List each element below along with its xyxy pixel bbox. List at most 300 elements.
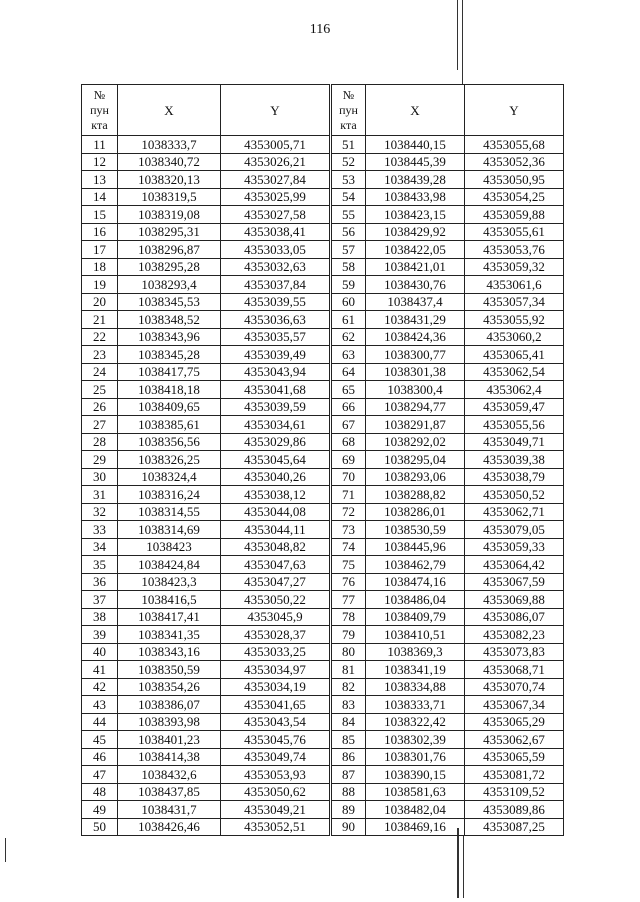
point-number-cell: 37: [82, 591, 118, 609]
y-coordinate-cell: 4353065,29: [465, 713, 564, 731]
table-row: [332, 188, 564, 206]
point-number-cell: 46: [82, 748, 118, 766]
table-row: [332, 398, 564, 416]
point-number-cell: 33: [82, 521, 118, 539]
point-number-cell: 21: [82, 311, 118, 329]
x-coordinate-cell: 1038386,07: [118, 696, 221, 714]
point-number-cell: 84: [332, 713, 366, 731]
header-number-text-2: кта: [91, 117, 108, 132]
table-row: [332, 136, 564, 154]
point-number-cell: 20: [82, 293, 118, 311]
point-number-cell: 63: [332, 346, 366, 364]
y-coordinate-cell: 4353059,88: [465, 206, 564, 224]
x-coordinate-cell: 1038409,79: [366, 608, 465, 626]
x-coordinate-cell: 1038341,19: [366, 661, 465, 679]
table-row: [82, 556, 330, 574]
y-coordinate-cell: 4353039,59: [221, 398, 330, 416]
point-number-cell: 90: [332, 818, 366, 836]
table-row: [82, 346, 330, 364]
point-number-header: [82, 85, 118, 136]
point-number-cell: 23: [82, 346, 118, 364]
table-row: [332, 416, 564, 434]
table-row: [332, 696, 564, 714]
table-header-row: [82, 85, 330, 136]
y-coordinate-cell: 4353050,62: [221, 783, 330, 801]
point-number-cell: 17: [82, 241, 118, 259]
x-coordinate-cell: 1038401,23: [118, 731, 221, 749]
y-coordinate-cell: 4353047,63: [221, 556, 330, 574]
y-coordinate-cell: 4353025,99: [221, 188, 330, 206]
point-number-cell: 70: [332, 468, 366, 486]
y-coordinate-cell: 4353041,68: [221, 381, 330, 399]
y-coordinate-cell: 4353039,55: [221, 293, 330, 311]
y-coordinate-cell: 4353034,61: [221, 416, 330, 434]
y-coordinate-cell: 4353037,84: [221, 276, 330, 294]
point-number-header: [332, 85, 366, 136]
point-number-cell: 87: [332, 766, 366, 784]
x-coordinate-cell: 1038300,77: [366, 346, 465, 364]
y-coordinate-cell: 4353028,37: [221, 626, 330, 644]
point-number-cell: 57: [332, 241, 366, 259]
point-number-cell: 85: [332, 731, 366, 749]
table-row: [332, 206, 564, 224]
x-coordinate-cell: 1038286,01: [366, 503, 465, 521]
x-coordinate-cell: 1038423: [118, 538, 221, 556]
point-number-cell: 80: [332, 643, 366, 661]
table-row: [332, 713, 564, 731]
point-number-cell: 82: [332, 678, 366, 696]
x-coordinate-cell: 1038348,52: [118, 311, 221, 329]
y-coordinate-cell: 4353052,51: [221, 818, 330, 836]
table-row: [332, 223, 564, 241]
point-number-cell: 12: [82, 153, 118, 171]
y-coordinate-cell: 4353053,93: [221, 766, 330, 784]
y-coordinate-cell: 4353026,21: [221, 153, 330, 171]
point-number-cell: 60: [332, 293, 366, 311]
x-coordinate-cell: 1038302,39: [366, 731, 465, 749]
table-row: [332, 783, 564, 801]
table-row: [82, 661, 330, 679]
table-row: [82, 503, 330, 521]
x-coordinate-cell: 1038433,98: [366, 188, 465, 206]
y-coordinate-cell: 4353053,76: [465, 241, 564, 259]
point-number-cell: 54: [332, 188, 366, 206]
x-coordinate-cell: 1038393,98: [118, 713, 221, 731]
table-row: [332, 328, 564, 346]
point-number-cell: 44: [82, 713, 118, 731]
table-row: [82, 608, 330, 626]
table-row: [82, 153, 330, 171]
y-coordinate-cell: 4353034,97: [221, 661, 330, 679]
x-coordinate-cell: 1038291,87: [366, 416, 465, 434]
y-coordinate-cell: 4353065,59: [465, 748, 564, 766]
x-coordinate-cell: 1038333,7: [118, 136, 221, 154]
y-coordinate-cell: 4353033,05: [221, 241, 330, 259]
y-coordinate-cell: 4353039,38: [465, 451, 564, 469]
point-number-cell: 40: [82, 643, 118, 661]
table-row: [82, 451, 330, 469]
y-coordinate-cell: 4353057,34: [465, 293, 564, 311]
point-number-cell: 32: [82, 503, 118, 521]
point-number-cell: 15: [82, 206, 118, 224]
table-row: [82, 398, 330, 416]
point-number-cell: 81: [332, 661, 366, 679]
table-row: [332, 626, 564, 644]
y-coordinate-cell: 4353070,74: [465, 678, 564, 696]
x-coordinate-cell: 1038314,55: [118, 503, 221, 521]
y-coordinate-cell: 4353062,67: [465, 731, 564, 749]
x-coordinate-cell: 1038423,3: [118, 573, 221, 591]
x-coordinate-cell: 1038390,15: [366, 766, 465, 784]
x-coordinate-cell: 1038319,08: [118, 206, 221, 224]
x-coordinate-cell: 1038429,92: [366, 223, 465, 241]
x-coordinate-cell: 1038343,16: [118, 643, 221, 661]
point-number-cell: 47: [82, 766, 118, 784]
table-row: [332, 363, 564, 381]
y-coordinate-cell: 4353049,74: [221, 748, 330, 766]
table-row: [332, 748, 564, 766]
x-coordinate-cell: 1038350,59: [118, 661, 221, 679]
x-coordinate-cell: 1038581,63: [366, 783, 465, 801]
point-number-cell: 55: [332, 206, 366, 224]
point-number-cell: 74: [332, 538, 366, 556]
y-coordinate-cell: 4353059,47: [465, 398, 564, 416]
y-coordinate-cell: 4353044,08: [221, 503, 330, 521]
point-number-cell: 58: [332, 258, 366, 276]
table-row: [332, 276, 564, 294]
y-coordinate-cell: 4353029,86: [221, 433, 330, 451]
table-row: [82, 258, 330, 276]
point-number-cell: 34: [82, 538, 118, 556]
y-coordinate-cell: 4353059,33: [465, 538, 564, 556]
table-row: [332, 486, 564, 504]
x-coordinate-cell: 1038301,38: [366, 363, 465, 381]
y-coordinate-cell: 4353005,71: [221, 136, 330, 154]
y-coordinate-cell: 4353041,65: [221, 696, 330, 714]
y-coordinate-cell: 4353049,21: [221, 801, 330, 819]
point-number-cell: 50: [82, 818, 118, 836]
x-coordinate-cell: 1038422,05: [366, 241, 465, 259]
x-coordinate-cell: 1038462,79: [366, 556, 465, 574]
x-coordinate-cell: 1038334,88: [366, 678, 465, 696]
y-coordinate-cell: 4353045,9: [221, 608, 330, 626]
table-row: [332, 468, 564, 486]
point-number-cell: 59: [332, 276, 366, 294]
header-number-text-1: пун: [90, 102, 109, 117]
x-coordinate-cell: 1038409,65: [118, 398, 221, 416]
y-coordinate-cell: 4353033,25: [221, 643, 330, 661]
x-coordinate-cell: 1038345,28: [118, 346, 221, 364]
point-number-cell: 53: [332, 171, 366, 189]
point-number-cell: 52: [332, 153, 366, 171]
y-coordinate-cell: 4353045,76: [221, 731, 330, 749]
x-coordinate-cell: 1038295,04: [366, 451, 465, 469]
scan-artifact-line: [462, 0, 463, 84]
point-number-cell: 79: [332, 626, 366, 644]
scan-artifact-line: [463, 836, 464, 898]
table-row: [82, 311, 330, 329]
table-row: [82, 416, 330, 434]
point-number-cell: 69: [332, 451, 366, 469]
x-coordinate-cell: 1038301,76: [366, 748, 465, 766]
table-row: [82, 783, 330, 801]
table-row: [82, 293, 330, 311]
y-coordinate-cell: 4353059,32: [465, 258, 564, 276]
point-number-cell: 27: [82, 416, 118, 434]
table-row: [82, 171, 330, 189]
table-row: [82, 643, 330, 661]
table-row: [82, 678, 330, 696]
table-row: [82, 521, 330, 539]
x-coordinate-cell: 1038424,84: [118, 556, 221, 574]
y-coordinate-cell: 4353067,34: [465, 696, 564, 714]
table-row: [82, 766, 330, 784]
x-coordinate-cell: 1038345,53: [118, 293, 221, 311]
table-row: [82, 818, 330, 836]
table-row: [82, 713, 330, 731]
x-coordinate-cell: 1038316,24: [118, 486, 221, 504]
y-coordinate-cell: 4353045,64: [221, 451, 330, 469]
x-coordinate-cell: 1038439,28: [366, 171, 465, 189]
table-row: [332, 801, 564, 819]
table-row: [332, 538, 564, 556]
y-coordinate-cell: 4353043,94: [221, 363, 330, 381]
x-coordinate-cell: 1038426,46: [118, 818, 221, 836]
point-number-cell: 38: [82, 608, 118, 626]
point-number-cell: 41: [82, 661, 118, 679]
x-coordinate-cell: 1038417,41: [118, 608, 221, 626]
point-number-cell: 16: [82, 223, 118, 241]
table-row: [82, 591, 330, 609]
point-number-cell: 45: [82, 731, 118, 749]
header-number-text-1: пун: [339, 102, 358, 117]
table-row: [82, 241, 330, 259]
y-coordinate-cell: 4353067,59: [465, 573, 564, 591]
x-coordinate-cell: 1038343,96: [118, 328, 221, 346]
y-coordinate-cell: 4353073,83: [465, 643, 564, 661]
y-coordinate-cell: 4353064,42: [465, 556, 564, 574]
y-coordinate-cell: 4353065,41: [465, 346, 564, 364]
header-number-sign: №: [93, 87, 106, 102]
header-number-sign: №: [342, 87, 355, 102]
x-coordinate-cell: 1038437,4: [366, 293, 465, 311]
point-number-cell: 11: [82, 136, 118, 154]
point-number-cell: 56: [332, 223, 366, 241]
x-coordinate-cell: 1038319,5: [118, 188, 221, 206]
point-number-cell: 19: [82, 276, 118, 294]
x-coordinate-cell: 1038293,4: [118, 276, 221, 294]
x-coordinate-cell: 1038482,04: [366, 801, 465, 819]
y-coordinate-cell: 4353034,19: [221, 678, 330, 696]
y-coordinate-cell: 4353039,49: [221, 346, 330, 364]
x-coordinate-cell: 1038295,28: [118, 258, 221, 276]
y-header: Y: [465, 85, 564, 136]
x-header: X: [366, 85, 465, 136]
y-coordinate-cell: 4353086,07: [465, 608, 564, 626]
point-number-cell: 30: [82, 468, 118, 486]
x-coordinate-cell: 1038385,61: [118, 416, 221, 434]
point-number-cell: 65: [332, 381, 366, 399]
y-coordinate-cell: 4353055,61: [465, 223, 564, 241]
x-coordinate-cell: 1038324,4: [118, 468, 221, 486]
point-number-cell: 89: [332, 801, 366, 819]
table-row: [82, 731, 330, 749]
table-row: [332, 433, 564, 451]
table-row: [332, 573, 564, 591]
header-number-text-2: кта: [340, 117, 357, 132]
table-row: [82, 136, 330, 154]
table-row: [332, 171, 564, 189]
table-row: [82, 276, 330, 294]
y-coordinate-cell: 4353062,4: [465, 381, 564, 399]
table-row: [82, 381, 330, 399]
table-row: [82, 538, 330, 556]
table-row: [82, 223, 330, 241]
point-number-cell: 77: [332, 591, 366, 609]
point-number-cell: 36: [82, 573, 118, 591]
y-coordinate-cell: 4353055,68: [465, 136, 564, 154]
x-coordinate-cell: 1038445,39: [366, 153, 465, 171]
point-number-cell: 61: [332, 311, 366, 329]
table-row: [332, 451, 564, 469]
y-coordinate-cell: 4353081,72: [465, 766, 564, 784]
point-number-cell: 24: [82, 363, 118, 381]
y-coordinate-cell: 4353060,2: [465, 328, 564, 346]
point-number-cell: 22: [82, 328, 118, 346]
x-coordinate-cell: 1038322,42: [366, 713, 465, 731]
y-header: Y: [221, 85, 330, 136]
table-row: [332, 346, 564, 364]
x-coordinate-cell: 1038421,01: [366, 258, 465, 276]
table-row: [82, 801, 330, 819]
table-row: [332, 556, 564, 574]
table-row: [82, 748, 330, 766]
y-coordinate-cell: 4353050,22: [221, 591, 330, 609]
point-number-cell: 49: [82, 801, 118, 819]
point-number-cell: 25: [82, 381, 118, 399]
x-coordinate-cell: 1038288,82: [366, 486, 465, 504]
table-row: [332, 818, 564, 836]
y-coordinate-cell: 4353043,54: [221, 713, 330, 731]
y-coordinate-cell: 4353048,82: [221, 538, 330, 556]
x-coordinate-cell: 1038417,75: [118, 363, 221, 381]
point-number-cell: 13: [82, 171, 118, 189]
y-coordinate-cell: 4353050,52: [465, 486, 564, 504]
x-coordinate-cell: 1038530,59: [366, 521, 465, 539]
y-coordinate-cell: 4353050,95: [465, 171, 564, 189]
table-row: [332, 503, 564, 521]
point-number-cell: 72: [332, 503, 366, 521]
table-row: [332, 258, 564, 276]
point-number-cell: 78: [332, 608, 366, 626]
table-row: [82, 696, 330, 714]
y-coordinate-cell: 4353049,71: [465, 433, 564, 451]
x-coordinate-cell: 1038445,96: [366, 538, 465, 556]
table-row: [82, 486, 330, 504]
x-coordinate-cell: 1038418,18: [118, 381, 221, 399]
point-number-cell: 83: [332, 696, 366, 714]
y-coordinate-cell: 4353038,12: [221, 486, 330, 504]
y-coordinate-cell: 4353054,25: [465, 188, 564, 206]
scan-artifact-line: [457, 0, 458, 70]
table-row: [82, 433, 330, 451]
point-number-cell: 26: [82, 398, 118, 416]
table-row: [332, 678, 564, 696]
x-coordinate-cell: 1038293,06: [366, 468, 465, 486]
x-coordinate-cell: 1038424,36: [366, 328, 465, 346]
y-coordinate-cell: 4353052,36: [465, 153, 564, 171]
table-row: [332, 591, 564, 609]
y-coordinate-cell: 4353036,63: [221, 311, 330, 329]
x-coordinate-cell: 1038354,26: [118, 678, 221, 696]
point-number-cell: 35: [82, 556, 118, 574]
point-number-cell: 88: [332, 783, 366, 801]
x-coordinate-cell: 1038340,72: [118, 153, 221, 171]
table-row: [82, 626, 330, 644]
x-coordinate-cell: 1038431,29: [366, 311, 465, 329]
table-row: [82, 468, 330, 486]
x-coordinate-cell: 1038300,4: [366, 381, 465, 399]
table-row: [332, 766, 564, 784]
y-coordinate-cell: 4353062,71: [465, 503, 564, 521]
x-coordinate-cell: 1038437,85: [118, 783, 221, 801]
point-number-cell: 29: [82, 451, 118, 469]
y-coordinate-cell: 4353062,54: [465, 363, 564, 381]
y-coordinate-cell: 4353032,63: [221, 258, 330, 276]
y-coordinate-cell: 4353027,84: [221, 171, 330, 189]
y-coordinate-cell: 4353089,86: [465, 801, 564, 819]
x-coordinate-cell: 1038440,15: [366, 136, 465, 154]
x-coordinate-cell: 1038423,15: [366, 206, 465, 224]
x-coordinate-cell: 1038320,13: [118, 171, 221, 189]
x-coordinate-cell: 1038430,76: [366, 276, 465, 294]
y-coordinate-cell: 4353038,79: [465, 468, 564, 486]
table-row: [332, 521, 564, 539]
point-number-cell: 71: [332, 486, 366, 504]
x-coordinate-cell: 1038326,25: [118, 451, 221, 469]
table-row: [332, 311, 564, 329]
table-row: [332, 153, 564, 171]
x-header: X: [118, 85, 221, 136]
y-coordinate-cell: 4353079,05: [465, 521, 564, 539]
y-coordinate-cell: 4353038,41: [221, 223, 330, 241]
point-number-cell: 75: [332, 556, 366, 574]
point-number-cell: 67: [332, 416, 366, 434]
point-number-cell: 62: [332, 328, 366, 346]
y-coordinate-cell: 4353040,26: [221, 468, 330, 486]
table-header-row: [332, 85, 564, 136]
point-number-cell: 68: [332, 433, 366, 451]
scan-artifact-line: [457, 828, 459, 898]
x-coordinate-cell: 1038314,69: [118, 521, 221, 539]
y-coordinate-cell: 4353068,71: [465, 661, 564, 679]
y-coordinate-cell: 4353055,92: [465, 311, 564, 329]
x-coordinate-cell: 1038341,35: [118, 626, 221, 644]
x-coordinate-cell: 1038486,04: [366, 591, 465, 609]
x-coordinate-cell: 1038292,02: [366, 433, 465, 451]
x-coordinate-cell: 1038432,6: [118, 766, 221, 784]
table-row: [82, 188, 330, 206]
x-coordinate-cell: 1038414,38: [118, 748, 221, 766]
table-row: [82, 328, 330, 346]
x-coordinate-cell: 1038294,77: [366, 398, 465, 416]
x-coordinate-cell: 1038296,87: [118, 241, 221, 259]
table-row: [82, 363, 330, 381]
x-coordinate-cell: 1038295,31: [118, 223, 221, 241]
table-row: [332, 293, 564, 311]
point-number-cell: 42: [82, 678, 118, 696]
table-row: [332, 241, 564, 259]
